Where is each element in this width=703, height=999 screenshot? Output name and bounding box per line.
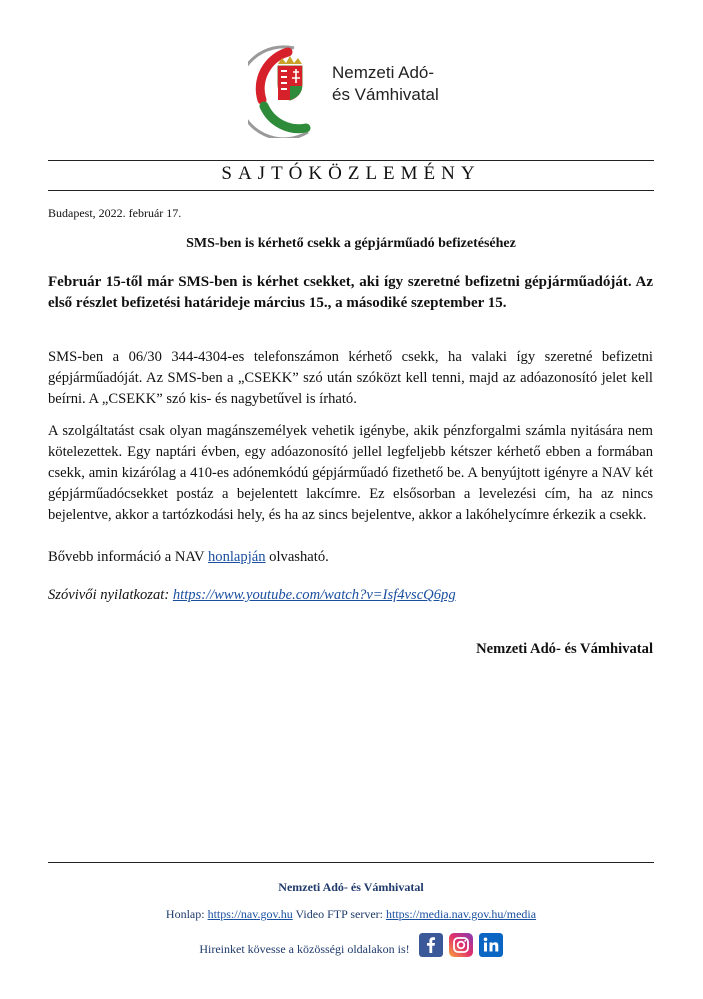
date-line: Budapest, 2022. február 17. [48, 206, 182, 220]
more-info-suffix: olvasható. [265, 549, 329, 565]
signature: Nemzeti Adó- és Vámhivatal [476, 641, 653, 657]
linkedin-icon[interactable] [479, 933, 503, 957]
facebook-icon[interactable] [419, 933, 443, 957]
logo-line-2: és Vámhivatal [332, 85, 439, 104]
footer-social [48, 933, 654, 957]
social-text: Hireinket kövesse a közösségi oldalakon is! [199, 941, 410, 956]
more-info-paragraph [48, 547, 653, 568]
homepage-label: Honlap: [165, 907, 208, 921]
logo-text [332, 62, 439, 106]
body-paragraph-1: SMS-ben a 06/30 344-4304-es telefonszámon kérhető csekk, ha valaki így szeretné befizetni gépjárműadóját. Az SMS-ben a „CSEKK” szó után szóközt kell tenni, majd az adóazonosító jelet kell beírni. A „CSEKK” szó kis- és nagybetűvel is írható. [48, 349, 653, 407]
footer-rule [48, 862, 654, 863]
document-title: SAJTÓKÖZLEMÉNY [221, 163, 481, 184]
youtube-link[interactable]: https://www.youtube.com/watch?v=Isf4vscQ6pg [172, 587, 456, 603]
more-info-prefix: Bővebb információ a NAV [48, 549, 208, 565]
title-top-rule [48, 160, 654, 161]
homepage-link[interactable]: https://nav.gov.hu [207, 907, 293, 921]
ftp-link[interactable]: https://media.nav.gov.hu/media [385, 907, 537, 921]
headline: SMS-ben is kérhető csekk a gépjárműadó befizetéséhez [186, 236, 516, 251]
logo-line-1: Nemzeti Adó- [332, 63, 435, 82]
spokesperson-line [48, 585, 653, 606]
footer-links [48, 907, 654, 922]
body-paragraph-2: A szolgáltatást csak olyan magánszemélyek vehetik igénybe, akik pénzforgalmi számla nyitására nem kötelezettek. Egy naptári évben, egy adóazonosító jellel legfeljebb kétszer kérhető ebben a formában csekk, amin kizárólag a 410-es adónemkódú gépjárműadó fizethető be. A benyújtott igényre a NAV két gépjárműadócsekket postáz a bejelentett lakcímre. Ez elsősorban a levelezési cím, ha az nincs bejelentve, akkor a tartózkodási hely, és ha az sincs bejelentve, akkor a lakóhelycímre érkezik a csekk. [48, 423, 653, 523]
footer-org-name: Nemzeti Adó- és Vámhivatal [278, 880, 424, 894]
lead-paragraph: Február 15-től már SMS-ben is kérhet csekket, aki így szeretné befizetni gépjárműadóját. Az első részlet befizetési határideje március 15., a másodiké szeptember 15. [48, 274, 653, 311]
spokesperson-label: Szóvivői nyilatkozat: [48, 587, 173, 603]
website-link[interactable]: honlapján [207, 549, 266, 565]
ftp-label: Video FTP server: [292, 907, 386, 921]
title-bottom-rule [48, 190, 654, 191]
instagram-icon[interactable] [449, 933, 473, 957]
